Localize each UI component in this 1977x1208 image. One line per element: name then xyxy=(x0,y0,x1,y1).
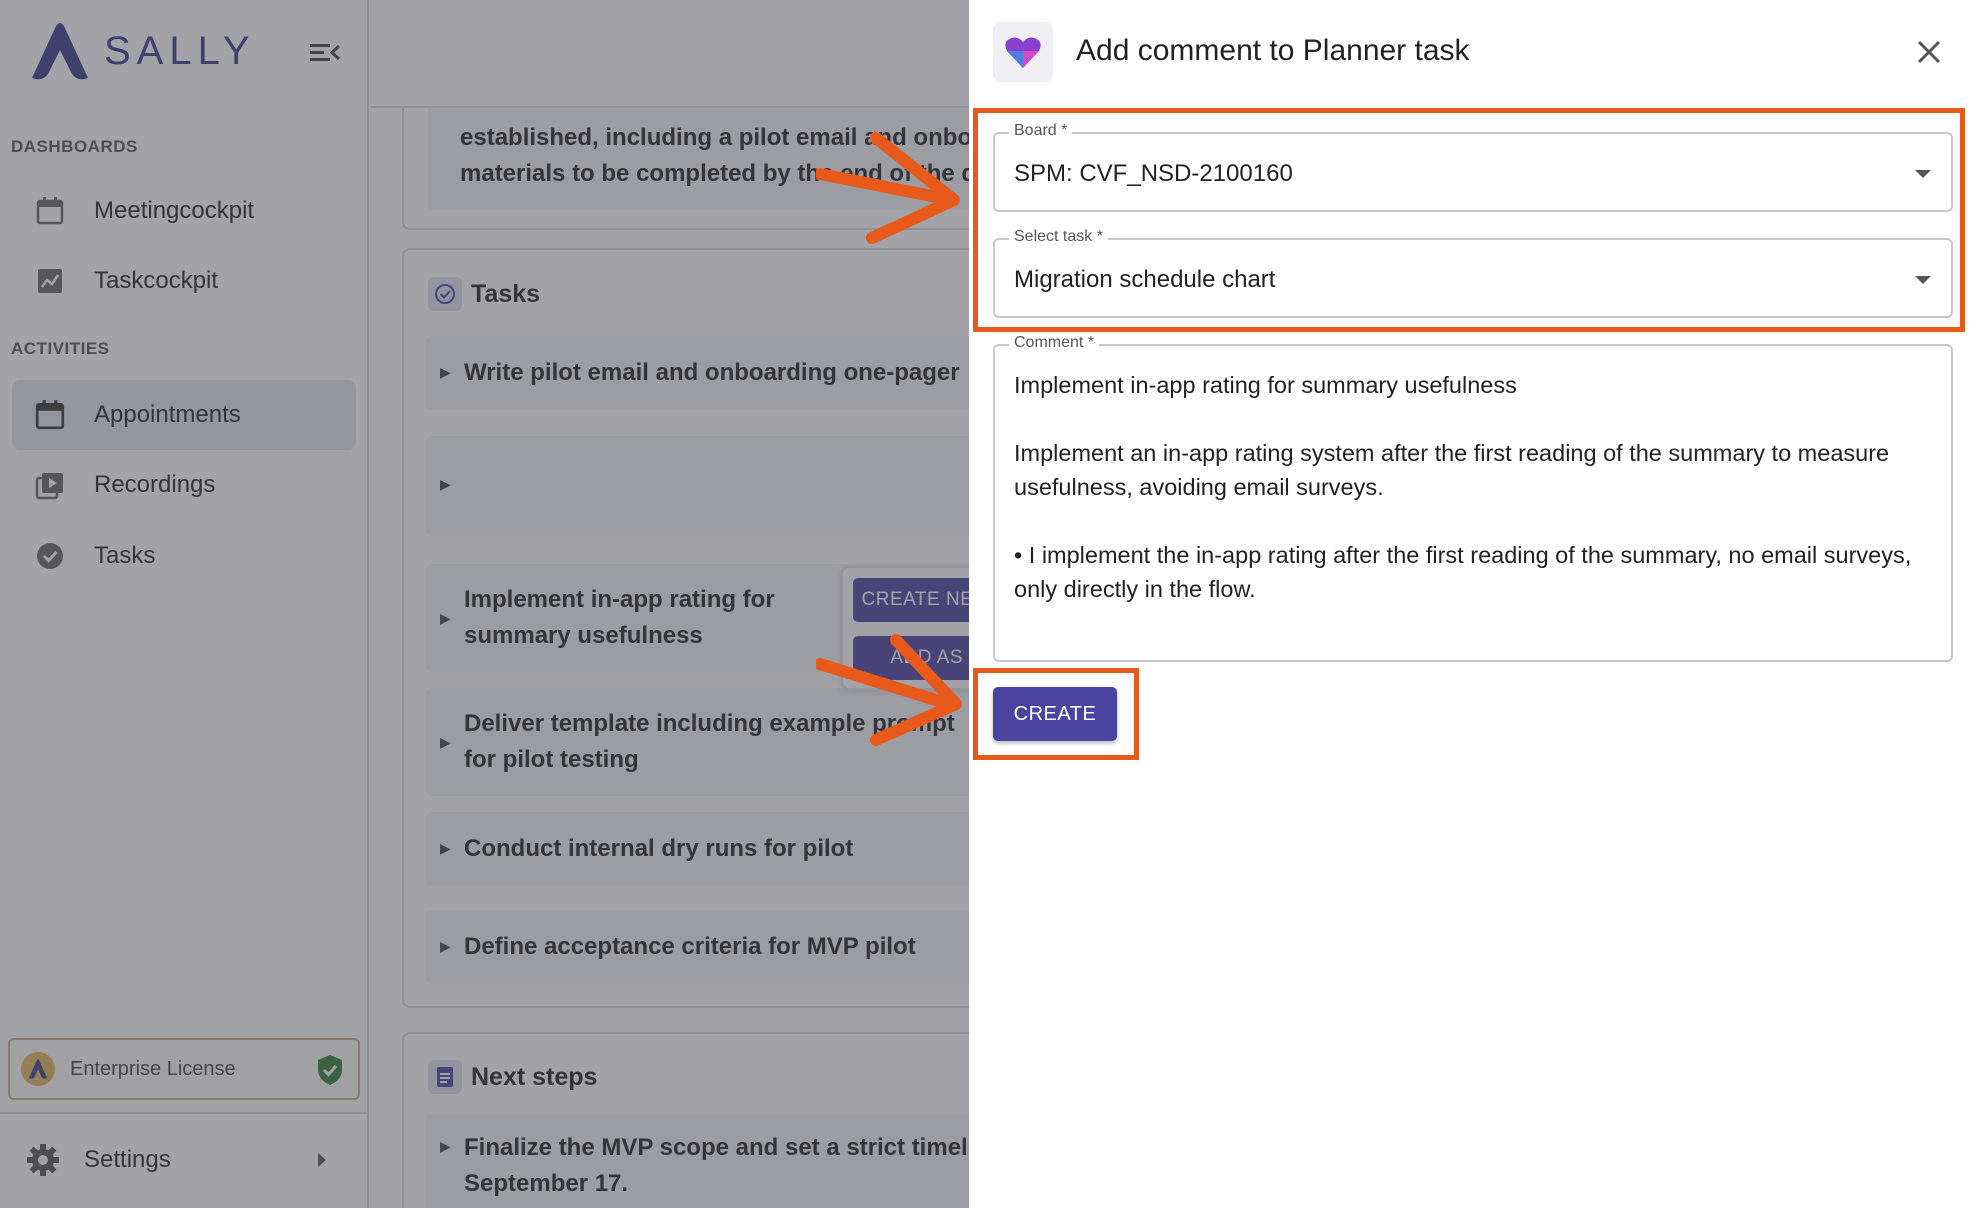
close-icon[interactable] xyxy=(1913,36,1945,68)
comment-paragraph: Implement an in-app rating system after the first reading of the summary to measure usefulness, avoiding email surveys. xyxy=(1014,440,1890,500)
highlight-box-create xyxy=(973,668,1139,760)
highlight-box-fields xyxy=(973,108,1965,332)
comment-label: Comment * xyxy=(1009,334,1099,352)
board-label: Board * xyxy=(1009,122,1072,140)
planner-icon xyxy=(993,22,1053,82)
dialog-title: Add comment to Planner task xyxy=(1076,34,1470,67)
annotation-arrow-icon xyxy=(816,632,966,752)
annotation-arrow-icon xyxy=(816,126,966,246)
create-button[interactable]: CREATE xyxy=(993,687,1117,741)
board-value: SPM: CVF_NSD-2100160 xyxy=(1014,160,1293,187)
comment-paragraph: Implement in-app rating for summary usefulness xyxy=(1014,372,1517,398)
task-value: Migration schedule chart xyxy=(1014,266,1276,293)
dialog-header xyxy=(969,0,1977,106)
comment-textarea[interactable] xyxy=(993,334,1953,662)
task-label: Select task * xyxy=(1009,228,1108,246)
comment-paragraph: • I implement the in-app rating after the first reading of the summary, no email surveys, only directly in the flow. xyxy=(1014,542,1912,602)
comment-text xyxy=(1014,368,1934,640)
